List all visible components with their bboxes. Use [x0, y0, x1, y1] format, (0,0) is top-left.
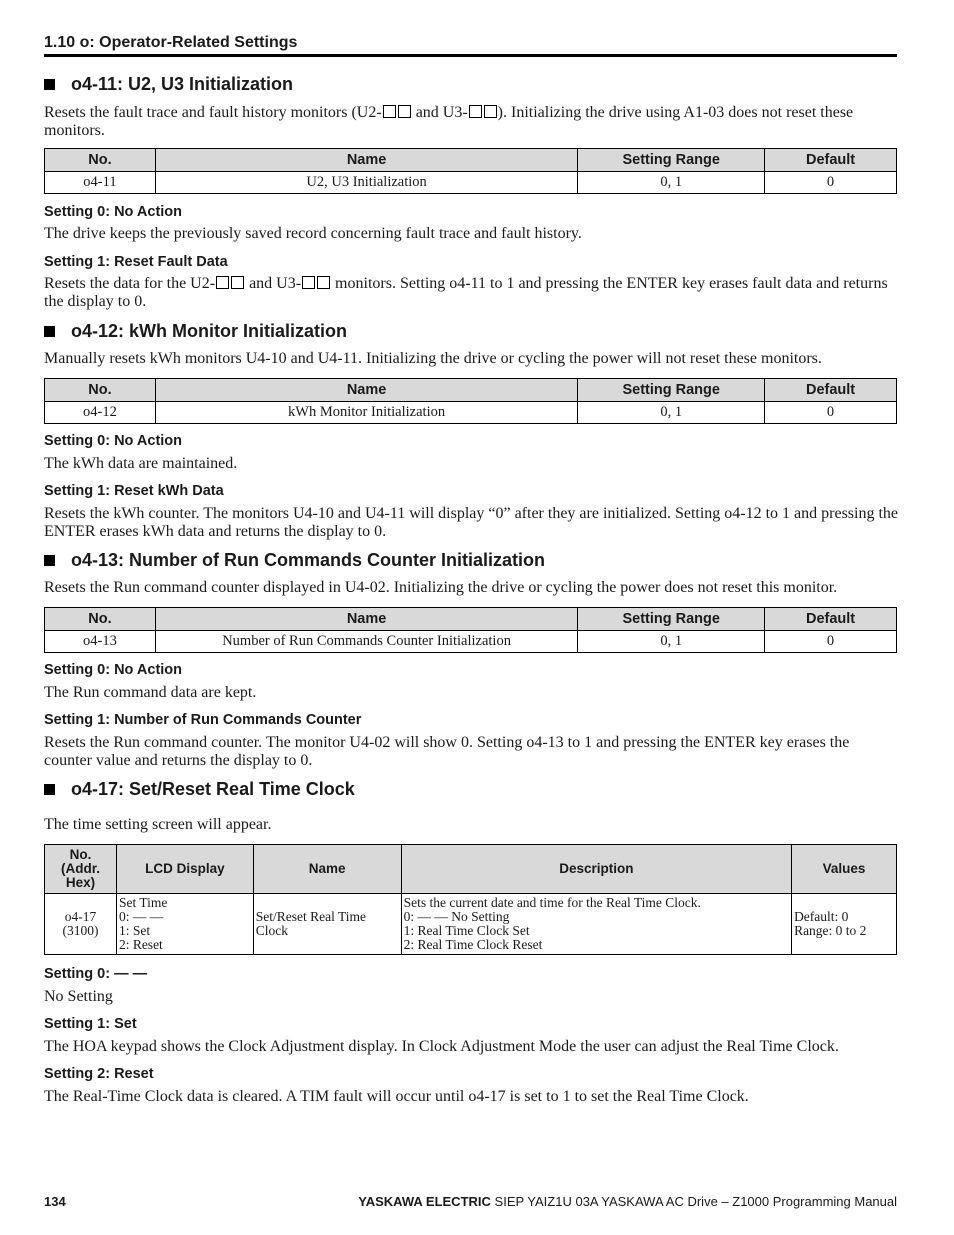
cell-no: o4-11 — [45, 172, 156, 194]
cell-description — [401, 894, 791, 955]
text-part: ). Initializing the drive using A1-03 does not reset these monitors. — [44, 104, 854, 139]
col-name: Name — [155, 379, 577, 402]
o4-11-setting0-text: The drive keeps the previously saved record concerning fault trace and fault history. — [44, 225, 582, 242]
section-title-text: o4-17: Set/Reset Real Time Clock — [71, 779, 355, 799]
section-title-text: o4-13: Number of Run Commands Counter Initialization — [71, 550, 546, 570]
section-title-o4-12 — [44, 321, 347, 342]
section-title-text: o4-11: U2, U3 Initialization — [71, 74, 294, 94]
header-text: No. — [69, 847, 92, 862]
header-rule — [44, 54, 897, 57]
cell-range: 0, 1 — [578, 172, 765, 194]
page-header: 1.10 o: Operator-Related Settings — [44, 34, 298, 51]
cell-range: 0, 1 — [578, 631, 765, 653]
cell-no-addr — [45, 894, 117, 955]
section-title-o4-11 — [44, 74, 293, 95]
o4-17-setting2-text: The Real-Time Clock data is cleared. A TIM fault will occur until o4-17 is set to 1 to set the Real Time Clock. — [44, 1088, 749, 1105]
o4-13-setting0-title: Setting 0: No Action — [44, 662, 183, 678]
o4-17-parameter-table — [44, 844, 897, 955]
cell-values — [792, 894, 897, 955]
placeholder-box-icon — [383, 105, 396, 118]
cell-line: Range: 0 to 2 — [794, 923, 867, 938]
col-no: No. — [45, 149, 156, 172]
o4-12-setting1-title: Setting 1: Reset kWh Data — [44, 483, 224, 499]
header-text: Hex) — [65, 875, 96, 890]
o4-12-setting1-text: Resets the kWh counter. The monitors U4-10 and U4-11 will display “0” after they are initialized. Setting o4-12 to 1 and pressing the ENTER erases kWh data and returns the display to 0. — [44, 505, 899, 540]
o4-13-intro: Resets the Run command counter displayed in U4-02. Initializing the drive or cycling the power does not reset this monitor. — [44, 579, 838, 596]
table-header-row — [45, 149, 897, 172]
cell-default: 0 — [765, 631, 897, 653]
text-part: and U3- — [245, 275, 302, 292]
o4-11-setting0-title: Setting 0: No Action — [44, 204, 183, 220]
o4-12-parameter-table — [44, 378, 897, 424]
col-range: Setting Range — [578, 608, 765, 631]
o4-12-setting0-text: The kWh data are maintained. — [44, 455, 238, 472]
cell-default: 0 — [765, 402, 897, 424]
placeholder-box-icon — [484, 105, 497, 118]
o4-11-setting1-title: Setting 1: Reset Fault Data — [44, 254, 228, 270]
cell-name: U2, U3 Initialization — [155, 172, 577, 194]
cell-line: Default: 0 — [794, 909, 849, 924]
table-header-row — [45, 379, 897, 402]
text-part: Resets the data for the U2- — [44, 275, 216, 292]
page-number: 134 — [44, 1194, 66, 1209]
cell-line: Sets the current date and time for the Real Time Clock. — [403, 895, 701, 910]
table-row — [45, 631, 897, 653]
o4-12-setting0-title: Setting 0: No Action — [44, 433, 183, 449]
o4-13-setting0-text: The Run command data are kept. — [44, 684, 257, 701]
section-bullet-icon — [44, 784, 55, 795]
cell-line: 0: — — No Setting — [403, 909, 510, 924]
text-part: monitors. Setting o4-11 to 1 and pressing the ENTER key erases fault data and returns the display to 0. — [44, 275, 888, 310]
cell-name: Number of Run Commands Counter Initialization — [155, 631, 577, 653]
o4-11-intro — [44, 104, 900, 140]
placeholder-box-icon — [398, 105, 411, 118]
o4-17-setting0-title: Setting 0: — — — [44, 966, 148, 982]
footer-manual: SIEP YAIZ1U 03A YASKAWA AC Drive – Z1000 Programming Manual — [494, 1194, 897, 1209]
section-title-text: o4-12: kWh Monitor Initialization — [71, 321, 347, 341]
table-header-row — [45, 608, 897, 631]
col-range: Setting Range — [578, 379, 765, 402]
col-no: No. — [45, 608, 156, 631]
col-no-addr — [45, 845, 117, 894]
o4-17-setting2-title: Setting 2: Reset — [44, 1066, 154, 1082]
cell-name: Set/Reset Real Time Clock — [253, 894, 401, 955]
table-header-row — [45, 845, 897, 894]
col-default: Default — [765, 608, 897, 631]
table-row — [45, 402, 897, 424]
col-name: Name — [155, 608, 577, 631]
cell-line: 1: Real Time Clock Set — [403, 923, 530, 938]
table-row — [45, 172, 897, 194]
o4-17-intro: The time setting screen will appear. — [44, 816, 272, 833]
cell-range: 0, 1 — [578, 402, 765, 424]
cell-line: 1: Set — [118, 923, 151, 938]
section-bullet-icon — [44, 79, 55, 90]
cell-line: 0: — — — [118, 909, 164, 924]
col-name: Name — [253, 845, 401, 894]
col-name: Name — [155, 149, 577, 172]
cell-text: (3100) — [62, 923, 99, 938]
placeholder-box-icon — [469, 105, 482, 118]
footer-text — [358, 1194, 897, 1209]
o4-13-setting1-title: Setting 1: Number of Run Commands Counter — [44, 712, 362, 728]
cell-line: 2: Reset — [118, 937, 163, 952]
header-text: (Addr. — [60, 861, 100, 876]
text-part: and U3- — [411, 104, 468, 121]
o4-17-setting1-title: Setting 1: Set — [44, 1016, 137, 1032]
cell-line: 2: Real Time Clock Reset — [403, 937, 543, 952]
col-no: No. — [45, 379, 156, 402]
cell-text: o4-17 — [64, 909, 97, 924]
cell-name: kWh Monitor Initialization — [155, 402, 577, 424]
cell-no: o4-12 — [45, 402, 156, 424]
placeholder-box-icon — [317, 276, 330, 289]
cell-lcd — [116, 894, 253, 955]
o4-17-setting0-text: No Setting — [44, 988, 113, 1005]
col-values: Values — [792, 845, 897, 894]
cell-no: o4-13 — [45, 631, 156, 653]
o4-17-setting1-text: The HOA keypad shows the Clock Adjustment display. In Clock Adjustment Mode the user can adjust the Real Time Clock. — [44, 1038, 839, 1055]
text-part: Resets the fault trace and fault history monitors (U2- — [44, 104, 382, 121]
placeholder-box-icon — [302, 276, 315, 289]
table-row — [45, 894, 897, 955]
col-default: Default — [765, 379, 897, 402]
cell-default: 0 — [765, 172, 897, 194]
placeholder-box-icon — [216, 276, 229, 289]
col-range: Setting Range — [578, 149, 765, 172]
placeholder-box-icon — [231, 276, 244, 289]
o4-11-setting1-text — [44, 275, 900, 311]
section-bullet-icon — [44, 555, 55, 566]
o4-12-intro: Manually resets kWh monitors U4-10 and U4-11. Initializing the drive or cycling the power will not reset these monitors. — [44, 350, 822, 367]
section-title-o4-13 — [44, 550, 545, 571]
col-lcd: LCD Display — [116, 845, 253, 894]
o4-13-setting1-text: Resets the Run command counter. The monitor U4-02 will show 0. Setting o4-13 to 1 and pressing the ENTER key erases the counter value and returns the display to 0. — [44, 734, 850, 769]
o4-11-parameter-table — [44, 148, 897, 194]
section-bullet-icon — [44, 326, 55, 337]
section-title-o4-17 — [44, 779, 355, 800]
o4-13-parameter-table — [44, 607, 897, 653]
col-default: Default — [765, 149, 897, 172]
col-description: Description — [401, 845, 791, 894]
cell-line: Set Time — [118, 895, 168, 910]
footer-brand: YASKAWA ELECTRIC — [358, 1194, 491, 1209]
